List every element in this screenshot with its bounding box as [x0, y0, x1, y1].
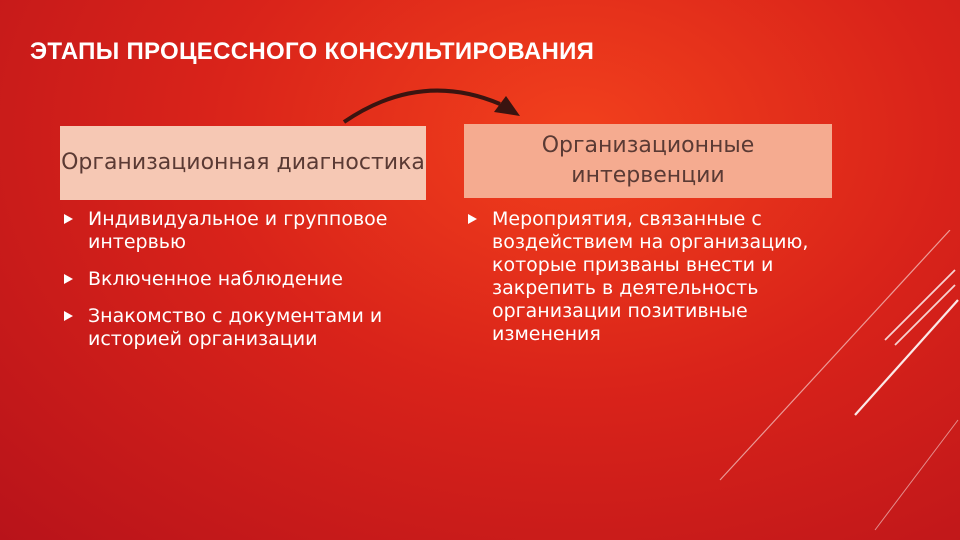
bullet-arrow-icon — [64, 311, 73, 321]
slide-title: ЭТАПЫ ПРОЦЕССНОГО КОНСУЛЬТИРОВАНИЯ — [30, 38, 595, 65]
right-column-header — [464, 124, 832, 198]
list-item — [60, 305, 440, 351]
list-item-text: Знакомство с документами и историей организации — [88, 305, 383, 350]
bullet-arrow-icon — [64, 214, 73, 224]
list-item — [60, 268, 440, 291]
list-item-text: Включенное наблюдение — [88, 268, 343, 290]
decorative-lines — [700, 230, 960, 540]
bullet-arrow-icon — [64, 274, 73, 284]
list-item — [60, 208, 440, 254]
left-column-header-label: Организационная диагностика — [61, 150, 425, 175]
bullet-arrow-icon — [468, 214, 477, 224]
list-item-text: Мероприятия, связанные с воздействием на организацию, которые призваны внести и закрепить в деятельность организации позитивные изменения — [492, 208, 809, 345]
list-item-text: Индивидуальное и групповое интервью — [88, 208, 388, 253]
right-column-header-label: Организационные интервенции — [541, 133, 755, 188]
left-column-header — [60, 126, 426, 200]
left-bullet-list — [60, 208, 440, 365]
curved-arrow-icon — [320, 78, 530, 128]
